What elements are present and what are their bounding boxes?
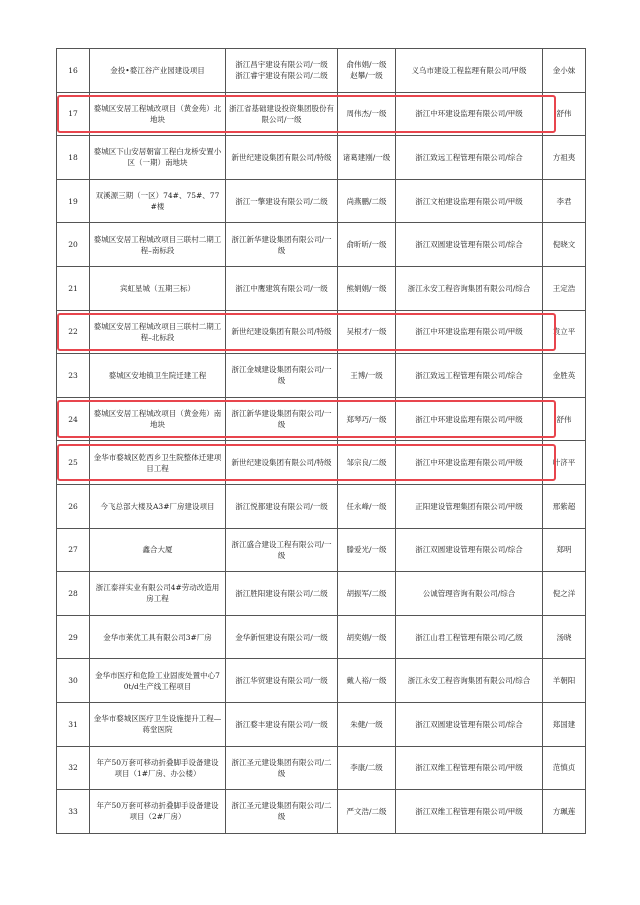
chief-supervisor-cell: 郑国建 bbox=[543, 702, 586, 746]
supervision-company-cell: 浙江中环建设监理有限公司/甲级 bbox=[396, 310, 543, 354]
project-table bbox=[56, 48, 586, 834]
table-row bbox=[57, 49, 586, 93]
chief-supervisor-cell: 金胜英 bbox=[543, 354, 586, 398]
project-name-cell: 婺城区安居工程城改项目（黄金苑）北地块 bbox=[90, 92, 226, 136]
chief-supervisor-cell: 羊朝阳 bbox=[543, 659, 586, 703]
chief-supervisor-cell: 金小妹 bbox=[543, 49, 586, 93]
project-manager-cell: 王博/一级 bbox=[338, 354, 396, 398]
project-name-cell: 鑫合大厦 bbox=[90, 528, 226, 572]
table-row bbox=[57, 136, 586, 180]
contractor-cell: 浙江胜阳建设有限公司/二级 bbox=[226, 572, 338, 616]
project-name-cell: 婺城区下山安居朝富工程白龙桥安置小区（一期）南地块 bbox=[90, 136, 226, 180]
chief-supervisor-cell: 叶济平 bbox=[543, 441, 586, 485]
project-name-cell: 金华市医疗和危险工业固废处置中心70t/d生产线工程项目 bbox=[90, 659, 226, 703]
table-row bbox=[57, 310, 586, 354]
project-name-cell: 今飞总部大楼及A3#厂房建设项目 bbox=[90, 484, 226, 528]
row-number-cell: 30 bbox=[57, 659, 90, 703]
row-number-cell: 17 bbox=[57, 92, 90, 136]
project-manager-cell: 诸葛建刚/一级 bbox=[338, 136, 396, 180]
contractor-cell: 浙江悦都建设有限公司/一级 bbox=[226, 484, 338, 528]
chief-supervisor-cell: 倪晓文 bbox=[543, 223, 586, 267]
chief-supervisor-cell: 汤晓 bbox=[543, 615, 586, 659]
project-name-cell: 金华市婺城区乾西乡卫生院整体迁建项目工程 bbox=[90, 441, 226, 485]
project-name-cell: 双溪源三期（一区）74#、75#、77#楼 bbox=[90, 179, 226, 223]
project-name-cell: 年产50万套可移动折叠脚手设备建设项目（1#厂房、办公楼） bbox=[90, 746, 226, 790]
project-name-cell: 婺城区安居工程城改项目三联村二期工程–北标段 bbox=[90, 310, 226, 354]
row-number-cell: 26 bbox=[57, 484, 90, 528]
chief-supervisor-cell: 李君 bbox=[543, 179, 586, 223]
chief-supervisor-cell: 王定浩 bbox=[543, 266, 586, 310]
contractor-cell: 浙江新华建设集团有限公司/一级 bbox=[226, 397, 338, 441]
supervision-company-cell: 浙江永安工程咨询集团有限公司/综合 bbox=[396, 266, 543, 310]
chief-supervisor-cell: 方珮莲 bbox=[543, 790, 586, 834]
project-manager-cell: 滕爱光/一级 bbox=[338, 528, 396, 572]
contractor-cell: 浙江一擎建设有限公司/二级 bbox=[226, 179, 338, 223]
table-row bbox=[57, 484, 586, 528]
row-number-cell: 29 bbox=[57, 615, 90, 659]
supervision-company-cell: 浙江双维工程管理有限公司/甲级 bbox=[396, 790, 543, 834]
supervision-company-cell: 浙江双圆建设管理有限公司/综合 bbox=[396, 528, 543, 572]
chief-supervisor-cell: 倪之洋 bbox=[543, 572, 586, 616]
row-number-cell: 25 bbox=[57, 441, 90, 485]
row-number-cell: 27 bbox=[57, 528, 90, 572]
chief-supervisor-cell: 郑明 bbox=[543, 528, 586, 572]
contractor-cell: 浙江婺丰建设有限公司/一级 bbox=[226, 702, 338, 746]
supervision-company-cell: 浙江双圆建设管理有限公司/综合 bbox=[396, 223, 543, 267]
project-manager-cell: 尚燕鹏/二级 bbox=[338, 179, 396, 223]
table-row bbox=[57, 790, 586, 834]
contractor-cell: 浙江昌宇建设有限公司/一级 浙江睿宇建设有限公司/二级 bbox=[226, 49, 338, 93]
table-row bbox=[57, 615, 586, 659]
row-number-cell: 23 bbox=[57, 354, 90, 398]
project-name-cell: 婺城区安居工程城改项目三联村二期工程–南标段 bbox=[90, 223, 226, 267]
row-number-cell: 32 bbox=[57, 746, 90, 790]
table-row bbox=[57, 92, 586, 136]
supervision-company-cell: 浙江双圆建设管理有限公司/综合 bbox=[396, 702, 543, 746]
table-row bbox=[57, 702, 586, 746]
project-manager-cell: 邹宗良/二级 bbox=[338, 441, 396, 485]
project-name-cell: 婺城区安居工程城改项目（黄金苑）南地块 bbox=[90, 397, 226, 441]
contractor-cell: 浙江新华建设集团有限公司/一级 bbox=[226, 223, 338, 267]
chief-supervisor-cell: 舒伟 bbox=[543, 397, 586, 441]
table-row bbox=[57, 179, 586, 223]
chief-supervisor-cell: 范慎贞 bbox=[543, 746, 586, 790]
project-manager-cell: 胡振军/二级 bbox=[338, 572, 396, 616]
supervision-company-cell: 浙江文柏建设监理有限公司/甲级 bbox=[396, 179, 543, 223]
table-row bbox=[57, 354, 586, 398]
row-number-cell: 16 bbox=[57, 49, 90, 93]
supervision-company-cell: 浙江双维工程管理有限公司/甲级 bbox=[396, 746, 543, 790]
contractor-cell: 浙江圣元建设集团有限公司/二级 bbox=[226, 746, 338, 790]
contractor-cell: 浙江华贸建设有限公司/一级 bbox=[226, 659, 338, 703]
supervision-company-cell: 义乌市建设工程监理有限公司/甲级 bbox=[396, 49, 543, 93]
contractor-cell: 新世纪建设集团有限公司/特级 bbox=[226, 136, 338, 180]
row-number-cell: 28 bbox=[57, 572, 90, 616]
project-manager-cell: 俞昕昕/一级 bbox=[338, 223, 396, 267]
table-row bbox=[57, 223, 586, 267]
row-number-cell: 20 bbox=[57, 223, 90, 267]
project-manager-cell: 俞伟娟/一级 赵攀/一级 bbox=[338, 49, 396, 93]
contractor-cell: 新世纪建设集团有限公司/特级 bbox=[226, 310, 338, 354]
contractor-cell: 浙江中鹰建筑有限公司/一级 bbox=[226, 266, 338, 310]
table-row bbox=[57, 572, 586, 616]
table-row bbox=[57, 441, 586, 485]
table-row bbox=[57, 397, 586, 441]
project-name-cell: 金华市婺城区医疗卫生设施提升工程—蒋堂医院 bbox=[90, 702, 226, 746]
project-manager-cell: 胡奕娟/一级 bbox=[338, 615, 396, 659]
project-manager-cell: 周伟杰/一级 bbox=[338, 92, 396, 136]
supervision-company-cell: 浙江致远工程管理有限公司/综合 bbox=[396, 354, 543, 398]
supervision-company-cell: 浙江致远工程管理有限公司/综合 bbox=[396, 136, 543, 180]
table-row bbox=[57, 266, 586, 310]
project-name-cell: 金投•婺江谷产业园建设项目 bbox=[90, 49, 226, 93]
project-name-cell: 浙江泰祥实业有限公司4#劳动改造用房工程 bbox=[90, 572, 226, 616]
project-manager-cell: 戴人裕/一级 bbox=[338, 659, 396, 703]
row-number-cell: 33 bbox=[57, 790, 90, 834]
row-number-cell: 31 bbox=[57, 702, 90, 746]
supervision-company-cell: 浙江中环建设监理有限公司/甲级 bbox=[396, 92, 543, 136]
row-number-cell: 22 bbox=[57, 310, 90, 354]
table-row bbox=[57, 528, 586, 572]
row-number-cell: 21 bbox=[57, 266, 90, 310]
contractor-cell: 浙江省基础建设投资集团股份有限公司/一级 bbox=[226, 92, 338, 136]
project-manager-cell: 吴根才/一级 bbox=[338, 310, 396, 354]
supervision-company-cell: 浙江永安工程咨询集团有限公司/综合 bbox=[396, 659, 543, 703]
table-row bbox=[57, 746, 586, 790]
project-manager-cell: 朱健/一级 bbox=[338, 702, 396, 746]
supervision-company-cell: 正阳建设管理集团有限公司/甲级 bbox=[396, 484, 543, 528]
chief-supervisor-cell: 袁立平 bbox=[543, 310, 586, 354]
supervision-company-cell: 浙江中环建设监理有限公司/甲级 bbox=[396, 397, 543, 441]
table-row bbox=[57, 659, 586, 703]
project-manager-cell: 李康/二级 bbox=[338, 746, 396, 790]
row-number-cell: 18 bbox=[57, 136, 90, 180]
project-name-cell: 年产50万套可移动折叠脚手设备建设项目（2#厂房） bbox=[90, 790, 226, 834]
project-table-body bbox=[57, 49, 586, 834]
project-name-cell: 金华市莱优工具有限公司3#厂房 bbox=[90, 615, 226, 659]
supervision-company-cell: 浙江中环建设监理有限公司/甲级 bbox=[396, 441, 543, 485]
project-manager-cell: 郑琴巧/一级 bbox=[338, 397, 396, 441]
row-number-cell: 19 bbox=[57, 179, 90, 223]
contractor-cell: 浙江盛合建设工程有限公司/一级 bbox=[226, 528, 338, 572]
contractor-cell: 金华新恒建设有限公司/一级 bbox=[226, 615, 338, 659]
project-name-cell: 宾虹星城（五期三标） bbox=[90, 266, 226, 310]
project-manager-cell: 严文浩/二级 bbox=[338, 790, 396, 834]
project-name-cell: 婺城区安地镇卫生院迁建工程 bbox=[90, 354, 226, 398]
chief-supervisor-cell: 邢紫超 bbox=[543, 484, 586, 528]
supervision-company-cell: 浙江山君工程管理有限公司/乙级 bbox=[396, 615, 543, 659]
contractor-cell: 浙江圣元建设集团有限公司/二级 bbox=[226, 790, 338, 834]
chief-supervisor-cell: 舒伟 bbox=[543, 92, 586, 136]
chief-supervisor-cell: 方祖夷 bbox=[543, 136, 586, 180]
row-number-cell: 24 bbox=[57, 397, 90, 441]
contractor-cell: 新世纪建设集团有限公司/特级 bbox=[226, 441, 338, 485]
contractor-cell: 浙江金城建设集团有限公司/一级 bbox=[226, 354, 338, 398]
project-manager-cell: 熊娟娟/一级 bbox=[338, 266, 396, 310]
project-manager-cell: 任永峰/一级 bbox=[338, 484, 396, 528]
supervision-company-cell: 公诚管理咨询有限公司/综合 bbox=[396, 572, 543, 616]
